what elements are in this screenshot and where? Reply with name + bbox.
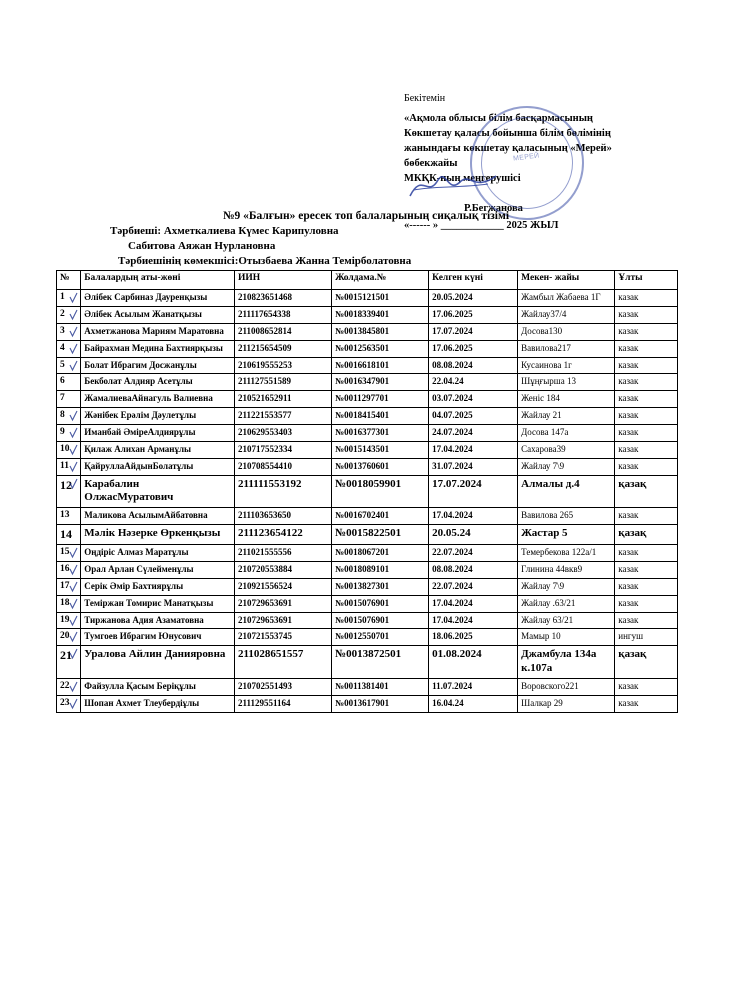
cell-number: 15	[57, 545, 81, 562]
cell-arrival: 31.07.2024	[429, 458, 518, 475]
cell-address: Досова 147а	[518, 425, 615, 442]
cell-iin: 211028651557	[234, 646, 331, 679]
cell-iin: 210717552334	[234, 441, 331, 458]
org-line-3: жанындағы көкшетау қаласының «Мерей»	[404, 142, 612, 154]
cell-nationality: казак	[615, 425, 678, 442]
cell-nationality: казак	[615, 323, 678, 340]
cell-nationality: казак	[615, 561, 678, 578]
cell-iin: 210619555253	[234, 357, 331, 374]
org-line-4: бөбекжайы	[404, 158, 458, 170]
cell-fullname: Маликова АсылымАйбатовна	[81, 508, 235, 525]
cell-referral: №0012550701	[332, 629, 429, 646]
cell-arrival: 17.04.2024	[429, 612, 518, 629]
cell-iin: 210702551493	[234, 678, 331, 695]
table-row	[57, 374, 678, 391]
cell-address: Глинина 44вкв9	[518, 561, 615, 578]
handwritten-check-icon	[69, 410, 78, 422]
cell-address: Вавилова 265	[518, 508, 615, 525]
cell-arrival: 22.07.2024	[429, 545, 518, 562]
table-row	[57, 612, 678, 629]
cell-address: Джамбула 134а к.107а	[518, 646, 615, 679]
cell-fullname: Тиржанова Адия Азаматовна	[81, 612, 235, 629]
cell-fullname: ЖамалиеваАйнагуль Валиевна	[81, 391, 235, 408]
cell-address: Жайлау37/4	[518, 306, 615, 323]
cell-arrival: 04.07.2025	[429, 408, 518, 425]
cell-address: Жайлау 21	[518, 408, 615, 425]
cell-nationality: казак	[615, 408, 678, 425]
cell-address: Жайлау 7\9	[518, 578, 615, 595]
cell-arrival: 22.07.2024	[429, 578, 518, 595]
cell-nationality: казак	[615, 578, 678, 595]
table-row	[57, 695, 678, 712]
table-row	[57, 646, 678, 679]
cell-number: 9	[57, 425, 81, 442]
cell-arrival: 16.04.24	[429, 695, 518, 712]
cell-fullname: Орал Арлан Сүлейменұлы	[81, 561, 235, 578]
col-address: Мекен- жайы	[518, 271, 615, 290]
cell-fullname: Оңдіріс Алмаз Маратұлы	[81, 545, 235, 562]
cell-iin: 210729653691	[234, 612, 331, 629]
cell-referral: №0012563501	[332, 340, 429, 357]
cell-address: Шалкар 29	[518, 695, 615, 712]
table-row	[57, 561, 678, 578]
cell-address: Досова130	[518, 323, 615, 340]
table-row	[57, 545, 678, 562]
cell-number: 2	[57, 306, 81, 323]
cell-iin: 210921556524	[234, 578, 331, 595]
cell-number: 16	[57, 561, 81, 578]
cell-fullname: Болат Ибрагим Досжанұлы	[81, 357, 235, 374]
cell-iin: 211103653650	[234, 508, 331, 525]
cell-iin: 211117654338	[234, 306, 331, 323]
cell-fullname: Карабалин ОлжасМуратович	[81, 475, 235, 508]
cell-referral: №0016618101	[332, 357, 429, 374]
cell-number: 11	[57, 458, 81, 475]
cell-number: 18	[57, 595, 81, 612]
stamp-text: МЕРЕЙ	[512, 152, 540, 163]
cell-address: Жайлау 63/21	[518, 612, 615, 629]
cell-address: Вавилова217	[518, 340, 615, 357]
cell-fullname: Теміржан Томирис Манатқызы	[81, 595, 235, 612]
cell-fullname: Қилаж Алихан Арманұлы	[81, 441, 235, 458]
cell-nationality: казак	[615, 290, 678, 307]
cell-referral: №0015076901	[332, 612, 429, 629]
cell-nationality: казак	[615, 595, 678, 612]
table-row	[57, 290, 678, 307]
cell-address: Воровского221	[518, 678, 615, 695]
table-header-row	[57, 271, 678, 290]
cell-address: Женіс 184	[518, 391, 615, 408]
col-fullname: Балалардың аты-жөні	[81, 271, 235, 290]
cell-iin: 211129551164	[234, 695, 331, 712]
cell-arrival: 17.04.2024	[429, 441, 518, 458]
cell-referral: №0018339401	[332, 306, 429, 323]
cell-iin: 210521652911	[234, 391, 331, 408]
cell-arrival: 08.08.2024	[429, 561, 518, 578]
cell-fullname: Әлібек Асылым Жанатқызы	[81, 306, 235, 323]
handwritten-check-icon	[69, 478, 78, 490]
cell-referral: №0018059901	[332, 475, 429, 508]
table-row	[57, 357, 678, 374]
cell-arrival: 17.04.2024	[429, 508, 518, 525]
cell-number: 13	[57, 508, 81, 525]
cell-number: 8	[57, 408, 81, 425]
cell-referral: №0016377301	[332, 425, 429, 442]
cell-arrival: 01.08.2024	[429, 646, 518, 679]
approval-date: «------ » ____________ 2025 ЖЫЛ	[404, 219, 559, 231]
table-row	[57, 425, 678, 442]
children-roster-table	[56, 270, 678, 713]
cell-number: 10	[57, 441, 81, 458]
table-row	[57, 508, 678, 525]
cell-number: 4	[57, 340, 81, 357]
cell-nationality: қазақ	[615, 475, 678, 508]
cell-nationality: казак	[615, 612, 678, 629]
teacher-line: Тәрбиеші: Ахметкалиева Күмес Карипуловна	[110, 225, 339, 237]
handwritten-check-icon	[69, 461, 78, 473]
cell-nationality: қазақ	[615, 525, 678, 545]
cell-fullname: Уралова Айлин Данияровна	[81, 646, 235, 679]
cell-fullname: Серік Әмір Бахтиярұлы	[81, 578, 235, 595]
cell-referral: №0016347901	[332, 374, 429, 391]
cell-referral: №0013845801	[332, 323, 429, 340]
cell-address: Жамбыл Жабаева 1Г	[518, 290, 615, 307]
page-title: №9 «Балғын» ересек топ балаларының сиқалық тізімі	[222, 210, 510, 222]
cell-number: 19	[57, 612, 81, 629]
table-row	[57, 340, 678, 357]
handwritten-check-icon	[69, 427, 78, 439]
cell-arrival: 17.06.2025	[429, 340, 518, 357]
table-row	[57, 595, 678, 612]
handwritten-check-icon	[69, 360, 78, 372]
cell-number: 21	[57, 646, 81, 679]
table-row	[57, 306, 678, 323]
handwritten-check-icon	[69, 681, 78, 693]
col-iin: ИИН	[234, 271, 331, 290]
handwritten-check-icon	[69, 326, 78, 338]
cell-iin: 211215654509	[234, 340, 331, 357]
cell-fullname: Ахметжанова Мариям Маратовна	[81, 323, 235, 340]
cell-fullname: Иманбай ӘміреАлдиярұлы	[81, 425, 235, 442]
table-row	[57, 578, 678, 595]
table-row	[57, 458, 678, 475]
cell-nationality: казак	[615, 695, 678, 712]
assistant-line: Тәрбиешінің көмекшісі:Отызбаева Жанна Темірболатовна	[118, 254, 412, 267]
cell-fullname: Әлібек Сарбиназ Дауренқызы	[81, 290, 235, 307]
cell-number: 14	[57, 525, 81, 545]
staff-block	[110, 224, 670, 269]
cell-nationality: қазақ	[615, 646, 678, 679]
cell-number: 5	[57, 357, 81, 374]
cell-number: 12	[57, 475, 81, 508]
cell-fullname: Файзулла Қасым Беріқұлы	[81, 678, 235, 695]
cell-nationality: казак	[615, 678, 678, 695]
cell-iin: 211111553192	[234, 475, 331, 508]
cell-arrival: 20.05.2024	[429, 290, 518, 307]
cell-address: Сахарова39	[518, 441, 615, 458]
cell-iin: 211008652814	[234, 323, 331, 340]
signature-name: Р.Бегжанова	[464, 202, 523, 214]
cell-referral: №0013827301	[332, 578, 429, 595]
table-row	[57, 678, 678, 695]
handwritten-check-icon	[69, 564, 78, 576]
cell-iin: 211221553577	[234, 408, 331, 425]
cell-iin: 210720553884	[234, 561, 331, 578]
cell-fullname: Байрахман Медина Бахтиярқызы	[81, 340, 235, 357]
cell-number: 1	[57, 290, 81, 307]
cell-address: Кусаинова 1г	[518, 357, 615, 374]
col-arrival: Келген күні	[429, 271, 518, 290]
handwritten-check-icon	[69, 631, 78, 643]
handwritten-check-icon	[69, 309, 78, 321]
cell-address: Жайлау .63/21	[518, 595, 615, 612]
cell-arrival: 22.04.24	[429, 374, 518, 391]
cell-iin: 211021555556	[234, 545, 331, 562]
cell-referral: №0016702401	[332, 508, 429, 525]
org-line-5: МКҚК-ның меңгерушісі	[404, 173, 521, 185]
cell-iin: 210708554410	[234, 458, 331, 475]
table-row	[57, 629, 678, 646]
cell-referral: №0015822501	[332, 525, 429, 545]
cell-iin: 210721553745	[234, 629, 331, 646]
cell-fullname: Мәлік Нәзерке Өркенқызы	[81, 525, 235, 545]
cell-nationality: казак	[615, 340, 678, 357]
cell-fullname: Тумгоев Ибрагим Юнусович	[81, 629, 235, 646]
cell-referral: №0015121501	[332, 290, 429, 307]
cell-referral: №0018415401	[332, 408, 429, 425]
cell-address: Жайлау 7\9	[518, 458, 615, 475]
cell-arrival: 17.06.2025	[429, 306, 518, 323]
col-number: №	[57, 271, 81, 290]
cell-arrival: 11.07.2024	[429, 678, 518, 695]
table-row	[57, 408, 678, 425]
cell-address: Мамыр 10	[518, 629, 615, 646]
cell-arrival: 24.07.2024	[429, 425, 518, 442]
org-line-2: Көкшетау қаласы бойынша білім бөлімінің	[404, 127, 611, 139]
cell-number: 6	[57, 374, 81, 391]
cell-fullname: Бекболат Алдияр Асетұлы	[81, 374, 235, 391]
cell-referral: №0013872501	[332, 646, 429, 679]
cell-nationality: казак	[615, 306, 678, 323]
cell-number: 17	[57, 578, 81, 595]
cell-referral: №0011297701	[332, 391, 429, 408]
cell-referral: №0015143501	[332, 441, 429, 458]
cell-referral: №0015076901	[332, 595, 429, 612]
handwritten-check-icon	[69, 547, 78, 559]
cell-arrival: 17.07.2024	[429, 323, 518, 340]
cell-referral: №0013760601	[332, 458, 429, 475]
cell-number: 23	[57, 695, 81, 712]
handwritten-check-icon	[69, 698, 78, 710]
col-nationality: Ұлты	[615, 271, 678, 290]
cell-referral: №0013617901	[332, 695, 429, 712]
cell-referral: №0018089101	[332, 561, 429, 578]
cell-iin: 211123654122	[234, 525, 331, 545]
cell-address: Темербекова 122а/1	[518, 545, 615, 562]
cell-address: Шұңғырша 13	[518, 374, 615, 391]
cell-referral: №0018067201	[332, 545, 429, 562]
org-line-1: «Ақмола облысы білім басқармасының	[404, 112, 593, 124]
cell-nationality: казак	[615, 441, 678, 458]
cell-address: Алмалы д.4	[518, 475, 615, 508]
handwritten-check-icon	[69, 615, 78, 627]
table-row	[57, 525, 678, 545]
table-row	[57, 475, 678, 508]
cell-iin: 210629553403	[234, 425, 331, 442]
cell-nationality: казак	[615, 374, 678, 391]
handwritten-check-icon	[69, 343, 78, 355]
cell-arrival: 17.04.2024	[429, 595, 518, 612]
cell-nationality: казак	[615, 357, 678, 374]
cell-nationality: казак	[615, 545, 678, 562]
table-row	[57, 391, 678, 408]
cell-number: 7	[57, 391, 81, 408]
handwritten-check-icon	[69, 598, 78, 610]
cell-nationality: ингуш	[615, 629, 678, 646]
teacher-second-line: Сабитова Аяжан Нурлановна	[128, 239, 276, 252]
cell-arrival: 17.07.2024	[429, 475, 518, 508]
table-row	[57, 441, 678, 458]
cell-iin: 211127551589	[234, 374, 331, 391]
cell-nationality: казак	[615, 391, 678, 408]
cell-arrival: 18.06.2025	[429, 629, 518, 646]
cell-number: 3	[57, 323, 81, 340]
cell-iin: 210823651468	[234, 290, 331, 307]
handwritten-check-icon	[69, 444, 78, 456]
handwritten-check-icon	[69, 292, 78, 304]
cell-number: 22	[57, 678, 81, 695]
cell-arrival: 20.05.24	[429, 525, 518, 545]
cell-number: 20	[57, 629, 81, 646]
handwritten-check-icon	[69, 581, 78, 593]
cell-fullname: ҚайруллаАйдынБолатұлы	[81, 458, 235, 475]
table-row	[57, 323, 678, 340]
cell-arrival: 08.08.2024	[429, 357, 518, 374]
cell-referral: №0011381401	[332, 678, 429, 695]
cell-fullname: Шопан Ахмет Тлеубердіұлы	[81, 695, 235, 712]
col-referral: Жолдама.№	[332, 271, 429, 290]
cell-iin: 210729653691	[234, 595, 331, 612]
cell-fullname: Жәнібек Ерәлім Дәулетұлы	[81, 408, 235, 425]
cell-nationality: казак	[615, 458, 678, 475]
cell-arrival: 03.07.2024	[429, 391, 518, 408]
cell-address: Жастар 5	[518, 525, 615, 545]
approve-label: Бекітемін	[404, 93, 446, 104]
cell-nationality: казак	[615, 508, 678, 525]
handwritten-check-icon	[69, 648, 78, 660]
